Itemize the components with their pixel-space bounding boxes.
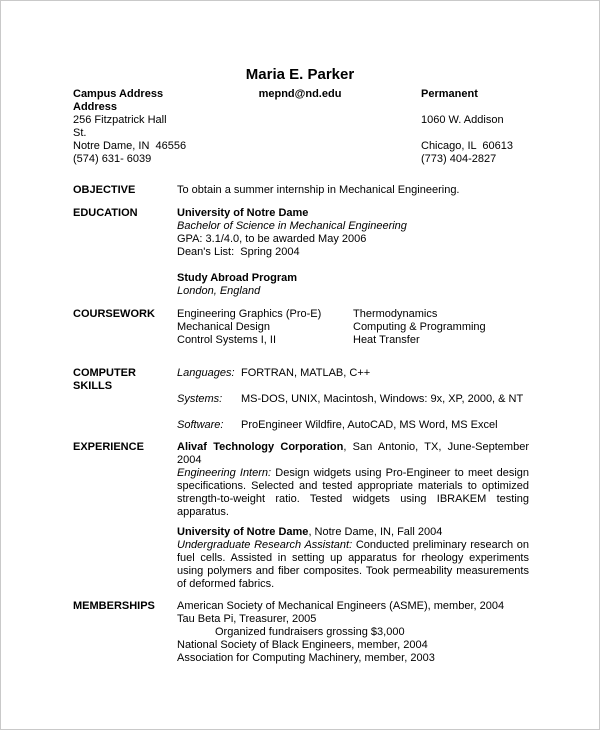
job-2-company: University of Notre Dame [177,526,309,538]
job-2-meta: , Notre Dame, IN, Fall 2004 [308,526,443,538]
skill-row-systems [177,393,529,406]
memberships-section [1,600,600,665]
job-1-company: Alivaf Technology Corporation [177,441,344,453]
coursework-column-1 [177,308,353,347]
study-abroad-title: Study Abroad Program [177,272,297,284]
membership-item: American Society of Mechanical Engineers (ASME), member, 2004 [177,600,505,612]
experience-label: EXPERIENCE [73,441,144,453]
campus-address-heading-2: Address [73,101,118,113]
skill-list: ProEngineer Wildfire, AutoCAD, MS Word, MS Excel [241,419,498,431]
campus-city-state-zip: Notre Dame, IN 46556 [73,140,187,152]
job-1-description [177,467,529,519]
permanent-address-block [421,88,551,166]
course-item: Heat Transfer [353,334,420,346]
skill-list: FORTRAN, MATLAB, C++ [241,367,371,379]
education-section [1,207,600,298]
study-abroad-location: London, England [177,285,261,297]
membership-item: National Society of Black Engineers, member, 2004 [177,639,428,651]
permanent-blank-1 [421,101,551,114]
education-school: University of Notre Dame [177,207,309,219]
campus-street-2: St. [73,127,87,139]
course-item: Engineering Graphics (Pro-E) [177,308,322,320]
job-1-meta: , San Antonio, TX, June-September 2004 [177,441,529,466]
computer-skills-section [1,367,600,445]
job-1-heading [177,441,529,467]
membership-item-detail: Organized fundraisers grossing $3,000 [215,626,405,638]
skill-row-languages [177,367,529,380]
education-label: EDUCATION [73,207,138,219]
objective-section [1,184,600,197]
coursework-section [1,308,600,347]
objective-text: To obtain a summer internship in Mechanical Engineering. [177,184,460,196]
education-gpa: GPA: 3.1/4.0, to be awarded May 2006 [177,233,367,245]
skill-row-software [177,419,529,432]
person-name: Maria E. Parker [245,66,355,83]
education-degree: Bachelor of Science in Mechanical Engineering [177,220,407,232]
campus-phone: (574) 631- 6039 [73,153,152,165]
permanent-address-heading: Permanent [421,88,478,100]
objective-label: OBJECTIVE [73,184,136,196]
permanent-phone: (773) 404-2827 [421,153,497,165]
course-item: Control Systems I, II [177,334,277,346]
permanent-street: 1060 W. Addison [421,114,504,126]
job-2-heading [177,526,529,539]
education-deans-list: Dean's List: Spring 2004 [177,246,300,258]
campus-address-heading: Campus Address [73,88,164,100]
coursework-label: COURSEWORK [73,308,155,320]
email-address: mepnd@nd.edu [258,88,342,100]
skill-list: MS-DOS, UNIX, Macintosh, Windows: 9x, XP, 2000, & NT [241,393,524,405]
experience-section [1,441,600,591]
computer-skills-label: COMPUTER SKILLS [73,367,136,392]
job-1-role: Engineering Intern: [177,467,272,479]
job-1-duties: Design widgets using Pro-Engineer to meet design specifications. Selected and tested appropriate materials to optimized strength-to-weight ratio. Tested widgets using IBRAKEM testing apparatus. [177,467,529,518]
campus-street-1: 256 Fitzpatrick Hall [73,114,167,126]
coursework-column-2 [353,308,529,347]
job-2-description [177,539,529,591]
job-2-role: Undergraduate Research Assistant: [177,539,353,551]
skill-category: Languages: [177,367,235,379]
permanent-city-state-zip: Chicago, IL 60613 [421,140,513,152]
course-item: Mechanical Design [177,321,270,333]
course-item: Computing & Programming [353,321,486,333]
job-2-duties: Conducted preliminary research on fuel cells. Assisted in setting up apparatus for rheology experiments using polymers and fiber composites. Took permeability measurements of deformed fabrics. [177,539,529,590]
skill-category: Systems: [177,393,223,405]
skill-category: Software: [177,419,224,431]
course-item: Thermodynamics [353,308,438,320]
memberships-label: MEMBERSHIPS [73,600,155,612]
permanent-blank-2 [421,127,551,140]
membership-item: Tau Beta Pi, Treasurer, 2005 [177,613,317,625]
education-spacer [177,259,529,272]
membership-item: Association for Computing Machinery, member, 2003 [177,652,435,664]
